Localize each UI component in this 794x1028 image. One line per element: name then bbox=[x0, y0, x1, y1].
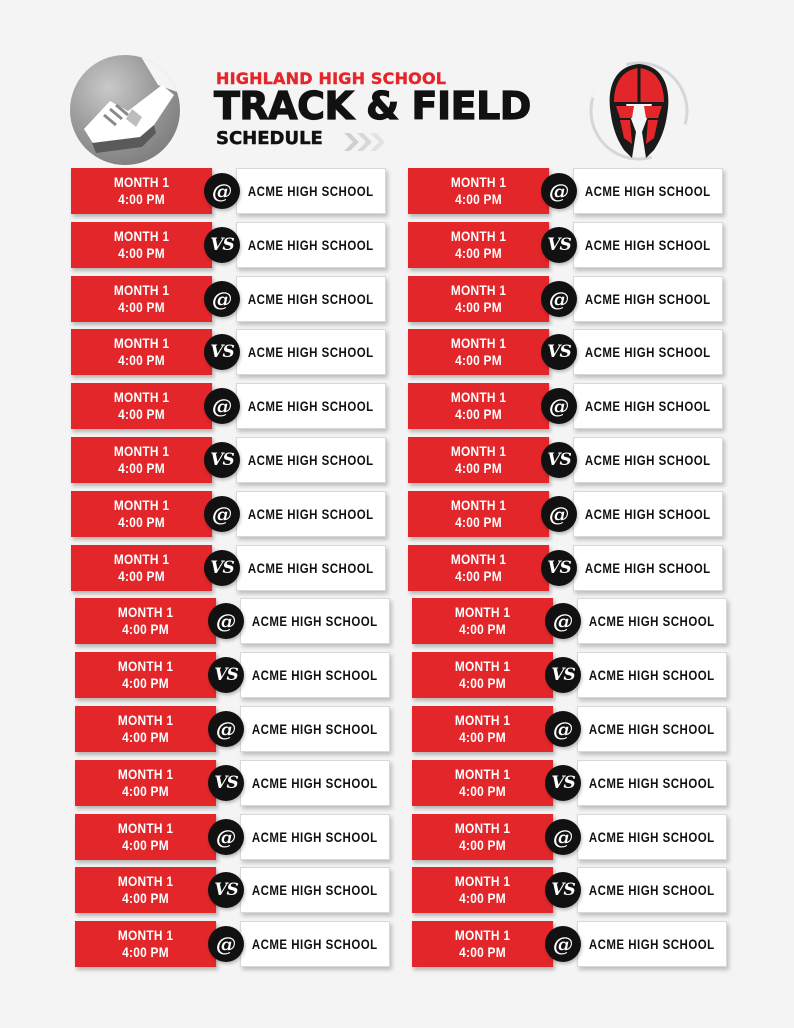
event-date-box bbox=[71, 383, 212, 429]
event-time: 4:00 PM bbox=[455, 352, 502, 368]
schedule-row bbox=[408, 329, 722, 375]
event-time: 4:00 PM bbox=[459, 890, 506, 906]
away-at-badge bbox=[204, 388, 240, 424]
opponent-name: ACME HIGH SCHOOL bbox=[252, 882, 378, 898]
schedule-row bbox=[412, 867, 726, 913]
spartan-helmet-logo bbox=[586, 58, 692, 164]
event-date-box bbox=[412, 814, 553, 860]
schedule-row bbox=[71, 491, 385, 537]
opponent-name: ACME HIGH SCHOOL bbox=[585, 398, 711, 414]
event-date: MONTH 1 bbox=[454, 873, 511, 889]
home-vs-badge bbox=[545, 657, 581, 693]
opponent-box bbox=[236, 168, 386, 214]
opponent-box bbox=[573, 491, 723, 537]
event-time: 4:00 PM bbox=[122, 944, 169, 960]
away-at-badge bbox=[541, 281, 577, 317]
event-date: MONTH 1 bbox=[454, 820, 511, 836]
schedule-row bbox=[71, 222, 385, 268]
event-date-box bbox=[412, 921, 553, 967]
opponent-name: ACME HIGH SCHOOL bbox=[252, 775, 378, 791]
opponent-name: ACME HIGH SCHOOL bbox=[252, 829, 378, 845]
schedule-row bbox=[75, 652, 389, 698]
event-time: 4:00 PM bbox=[455, 406, 502, 422]
event-time: 4:00 PM bbox=[118, 460, 165, 476]
event-date-box bbox=[71, 276, 212, 322]
event-date: MONTH 1 bbox=[454, 604, 511, 620]
chevrons-icon bbox=[342, 131, 388, 153]
event-date-box bbox=[71, 329, 212, 375]
event-type: VS bbox=[214, 880, 238, 900]
opponent-name: ACME HIGH SCHOOL bbox=[585, 291, 711, 307]
schedule-row bbox=[75, 760, 389, 806]
event-time: 4:00 PM bbox=[455, 299, 502, 315]
event-date: MONTH 1 bbox=[113, 443, 170, 459]
opponent-box bbox=[240, 598, 390, 644]
event-date-box bbox=[75, 921, 216, 967]
event-type: @ bbox=[212, 394, 232, 418]
home-vs-badge bbox=[208, 657, 244, 693]
running-shoe-icon bbox=[70, 55, 180, 165]
opponent-name: ACME HIGH SCHOOL bbox=[589, 936, 715, 952]
event-time: 4:00 PM bbox=[455, 460, 502, 476]
home-vs-badge bbox=[541, 550, 577, 586]
home-vs-badge bbox=[541, 334, 577, 370]
event-date-box bbox=[408, 437, 549, 483]
away-at-badge bbox=[545, 603, 581, 639]
opponent-box bbox=[573, 329, 723, 375]
event-date-box bbox=[408, 329, 549, 375]
event-date: MONTH 1 bbox=[117, 766, 174, 782]
event-date: MONTH 1 bbox=[117, 820, 174, 836]
opponent-box bbox=[577, 921, 727, 967]
opponent-name: ACME HIGH SCHOOL bbox=[248, 560, 374, 576]
event-date-box bbox=[71, 222, 212, 268]
opponent-name: ACME HIGH SCHOOL bbox=[589, 721, 715, 737]
event-date-box bbox=[408, 222, 549, 268]
opponent-name: ACME HIGH SCHOOL bbox=[589, 829, 715, 845]
event-date: MONTH 1 bbox=[454, 766, 511, 782]
away-at-badge bbox=[208, 926, 244, 962]
schedule-row bbox=[75, 706, 389, 752]
event-date: MONTH 1 bbox=[117, 604, 174, 620]
event-time: 4:00 PM bbox=[118, 406, 165, 422]
event-date: MONTH 1 bbox=[117, 873, 174, 889]
event-time: 4:00 PM bbox=[459, 783, 506, 799]
schedule-row bbox=[71, 383, 385, 429]
event-date: MONTH 1 bbox=[113, 389, 170, 405]
event-date-box bbox=[71, 437, 212, 483]
event-date: MONTH 1 bbox=[450, 282, 507, 298]
schedule-row bbox=[412, 760, 726, 806]
opponent-name: ACME HIGH SCHOOL bbox=[248, 398, 374, 414]
event-type: VS bbox=[551, 665, 575, 685]
schedule-row bbox=[412, 598, 726, 644]
event-date: MONTH 1 bbox=[450, 335, 507, 351]
event-type: @ bbox=[216, 932, 236, 956]
event-type: @ bbox=[549, 502, 569, 526]
event-type: VS bbox=[547, 450, 571, 470]
event-date: MONTH 1 bbox=[450, 497, 507, 513]
event-type: VS bbox=[210, 450, 234, 470]
event-time: 4:00 PM bbox=[459, 729, 506, 745]
opponent-name: ACME HIGH SCHOOL bbox=[589, 882, 715, 898]
event-time: 4:00 PM bbox=[459, 675, 506, 691]
home-vs-badge bbox=[204, 442, 240, 478]
event-type: @ bbox=[549, 287, 569, 311]
event-date: MONTH 1 bbox=[117, 927, 174, 943]
event-time: 4:00 PM bbox=[122, 837, 169, 853]
event-type: @ bbox=[553, 609, 573, 633]
event-date-box bbox=[75, 598, 216, 644]
event-time: 4:00 PM bbox=[118, 514, 165, 530]
event-type: VS bbox=[210, 235, 234, 255]
opponent-name: ACME HIGH SCHOOL bbox=[589, 775, 715, 791]
event-date: MONTH 1 bbox=[113, 335, 170, 351]
opponent-name: ACME HIGH SCHOOL bbox=[589, 613, 715, 629]
home-vs-badge bbox=[545, 872, 581, 908]
event-date-box bbox=[75, 814, 216, 860]
event-type: @ bbox=[216, 825, 236, 849]
event-date-box bbox=[71, 491, 212, 537]
event-date-box bbox=[408, 383, 549, 429]
event-time: 4:00 PM bbox=[118, 352, 165, 368]
home-vs-badge bbox=[545, 765, 581, 801]
opponent-box bbox=[577, 814, 727, 860]
opponent-name: ACME HIGH SCHOOL bbox=[248, 344, 374, 360]
opponent-name: ACME HIGH SCHOOL bbox=[252, 667, 378, 683]
away-at-badge bbox=[541, 496, 577, 532]
event-date: MONTH 1 bbox=[113, 497, 170, 513]
opponent-box bbox=[573, 383, 723, 429]
event-time: 4:00 PM bbox=[122, 621, 169, 637]
event-time: 4:00 PM bbox=[122, 675, 169, 691]
event-date-box bbox=[412, 760, 553, 806]
event-date-box bbox=[408, 545, 549, 591]
school-name: HIGHLAND HIGH SCHOOL bbox=[216, 69, 447, 88]
opponent-name: ACME HIGH SCHOOL bbox=[585, 237, 711, 253]
event-type: VS bbox=[210, 558, 234, 578]
event-type: @ bbox=[212, 502, 232, 526]
home-vs-badge bbox=[541, 442, 577, 478]
home-vs-badge bbox=[208, 765, 244, 801]
opponent-box bbox=[240, 867, 390, 913]
opponent-name: ACME HIGH SCHOOL bbox=[248, 452, 374, 468]
away-at-badge bbox=[545, 926, 581, 962]
away-at-badge bbox=[541, 173, 577, 209]
opponent-name: ACME HIGH SCHOOL bbox=[585, 344, 711, 360]
away-at-badge bbox=[204, 281, 240, 317]
schedule-row bbox=[408, 437, 722, 483]
event-date: MONTH 1 bbox=[117, 658, 174, 674]
event-type: @ bbox=[212, 287, 232, 311]
schedule-row bbox=[412, 706, 726, 752]
schedule-row bbox=[75, 598, 389, 644]
home-vs-badge bbox=[204, 334, 240, 370]
away-at-badge bbox=[208, 819, 244, 855]
event-date-box bbox=[408, 491, 549, 537]
opponent-box bbox=[573, 276, 723, 322]
event-type: @ bbox=[549, 394, 569, 418]
page-title: TRACK & FIELD bbox=[214, 84, 531, 128]
event-time: 4:00 PM bbox=[118, 568, 165, 584]
opponent-box bbox=[236, 222, 386, 268]
home-vs-badge bbox=[204, 550, 240, 586]
event-date-box bbox=[412, 598, 553, 644]
schedule-row bbox=[412, 921, 726, 967]
opponent-box bbox=[577, 867, 727, 913]
schedule-row bbox=[71, 545, 385, 591]
opponent-box bbox=[236, 545, 386, 591]
away-at-badge bbox=[204, 496, 240, 532]
event-date-box bbox=[75, 706, 216, 752]
opponent-name: ACME HIGH SCHOOL bbox=[248, 237, 374, 253]
opponent-name: ACME HIGH SCHOOL bbox=[248, 291, 374, 307]
opponent-name: ACME HIGH SCHOOL bbox=[589, 667, 715, 683]
event-date-box bbox=[412, 867, 553, 913]
away-at-badge bbox=[208, 603, 244, 639]
opponent-name: ACME HIGH SCHOOL bbox=[585, 560, 711, 576]
schedule-row bbox=[71, 329, 385, 375]
event-time: 4:00 PM bbox=[122, 783, 169, 799]
page-subtitle: SCHEDULE bbox=[216, 128, 323, 149]
opponent-box bbox=[236, 276, 386, 322]
event-date-box bbox=[71, 545, 212, 591]
event-date: MONTH 1 bbox=[450, 174, 507, 190]
event-date-box bbox=[75, 867, 216, 913]
event-type: VS bbox=[551, 773, 575, 793]
opponent-name: ACME HIGH SCHOOL bbox=[252, 721, 378, 737]
event-type: @ bbox=[553, 717, 573, 741]
opponent-name: ACME HIGH SCHOOL bbox=[248, 506, 374, 522]
opponent-box bbox=[577, 706, 727, 752]
event-date: MONTH 1 bbox=[450, 389, 507, 405]
event-date: MONTH 1 bbox=[454, 712, 511, 728]
event-type: VS bbox=[547, 342, 571, 362]
event-date: MONTH 1 bbox=[113, 282, 170, 298]
schedule-row bbox=[71, 437, 385, 483]
opponent-box bbox=[240, 652, 390, 698]
event-time: 4:00 PM bbox=[118, 299, 165, 315]
opponent-box bbox=[240, 814, 390, 860]
event-date: MONTH 1 bbox=[113, 228, 170, 244]
event-time: 4:00 PM bbox=[459, 944, 506, 960]
event-time: 4:00 PM bbox=[455, 568, 502, 584]
opponent-name: ACME HIGH SCHOOL bbox=[585, 506, 711, 522]
schedule-row bbox=[412, 652, 726, 698]
home-vs-badge bbox=[541, 227, 577, 263]
event-time: 4:00 PM bbox=[118, 191, 165, 207]
event-type: VS bbox=[214, 773, 238, 793]
schedule-row bbox=[75, 921, 389, 967]
event-date: MONTH 1 bbox=[450, 443, 507, 459]
away-at-badge bbox=[204, 173, 240, 209]
opponent-box bbox=[236, 383, 386, 429]
schedule-row bbox=[71, 276, 385, 322]
home-vs-badge bbox=[204, 227, 240, 263]
event-date: MONTH 1 bbox=[117, 712, 174, 728]
opponent-box bbox=[240, 706, 390, 752]
opponent-box bbox=[573, 168, 723, 214]
event-type: VS bbox=[214, 665, 238, 685]
event-time: 4:00 PM bbox=[122, 890, 169, 906]
event-type: @ bbox=[216, 609, 236, 633]
event-type: @ bbox=[553, 825, 573, 849]
opponent-box bbox=[577, 760, 727, 806]
event-time: 4:00 PM bbox=[455, 514, 502, 530]
event-time: 4:00 PM bbox=[459, 621, 506, 637]
schedule-row bbox=[408, 383, 722, 429]
schedule-row bbox=[408, 222, 722, 268]
event-time: 4:00 PM bbox=[455, 245, 502, 261]
opponent-name: ACME HIGH SCHOOL bbox=[585, 452, 711, 468]
event-type: @ bbox=[549, 179, 569, 203]
opponent-box bbox=[240, 760, 390, 806]
event-date: MONTH 1 bbox=[450, 551, 507, 567]
opponent-box bbox=[573, 222, 723, 268]
schedule-row bbox=[408, 545, 722, 591]
event-time: 4:00 PM bbox=[455, 191, 502, 207]
opponent-box bbox=[236, 437, 386, 483]
event-type: VS bbox=[551, 880, 575, 900]
event-type: @ bbox=[212, 179, 232, 203]
away-at-badge bbox=[208, 711, 244, 747]
schedule-row bbox=[75, 867, 389, 913]
event-date: MONTH 1 bbox=[113, 174, 170, 190]
opponent-name: ACME HIGH SCHOOL bbox=[248, 183, 374, 199]
event-date: MONTH 1 bbox=[113, 551, 170, 567]
event-date-box bbox=[412, 652, 553, 698]
event-date-box bbox=[75, 760, 216, 806]
opponent-name: ACME HIGH SCHOOL bbox=[252, 613, 378, 629]
home-vs-badge bbox=[208, 872, 244, 908]
event-date: MONTH 1 bbox=[450, 228, 507, 244]
opponent-name: ACME HIGH SCHOOL bbox=[585, 183, 711, 199]
schedule-row bbox=[71, 168, 385, 214]
opponent-box bbox=[236, 329, 386, 375]
schedule-row bbox=[412, 814, 726, 860]
event-type: VS bbox=[547, 235, 571, 255]
event-date: MONTH 1 bbox=[454, 927, 511, 943]
event-type: VS bbox=[210, 342, 234, 362]
event-time: 4:00 PM bbox=[459, 837, 506, 853]
event-type: @ bbox=[216, 717, 236, 741]
opponent-box bbox=[573, 545, 723, 591]
event-time: 4:00 PM bbox=[122, 729, 169, 745]
opponent-box bbox=[577, 652, 727, 698]
event-date: MONTH 1 bbox=[454, 658, 511, 674]
event-date-box bbox=[412, 706, 553, 752]
event-time: 4:00 PM bbox=[118, 245, 165, 261]
away-at-badge bbox=[545, 819, 581, 855]
opponent-box bbox=[236, 491, 386, 537]
schedule-row bbox=[408, 276, 722, 322]
opponent-box bbox=[577, 598, 727, 644]
event-date-box bbox=[408, 276, 549, 322]
schedule-row bbox=[408, 491, 722, 537]
event-date-box bbox=[408, 168, 549, 214]
opponent-name: ACME HIGH SCHOOL bbox=[252, 936, 378, 952]
event-date-box bbox=[71, 168, 212, 214]
schedule-row bbox=[75, 814, 389, 860]
away-at-badge bbox=[541, 388, 577, 424]
event-type: @ bbox=[553, 932, 573, 956]
opponent-box bbox=[240, 921, 390, 967]
event-date-box bbox=[75, 652, 216, 698]
schedule-row bbox=[408, 168, 722, 214]
away-at-badge bbox=[545, 711, 581, 747]
event-type: VS bbox=[547, 558, 571, 578]
opponent-box bbox=[573, 437, 723, 483]
